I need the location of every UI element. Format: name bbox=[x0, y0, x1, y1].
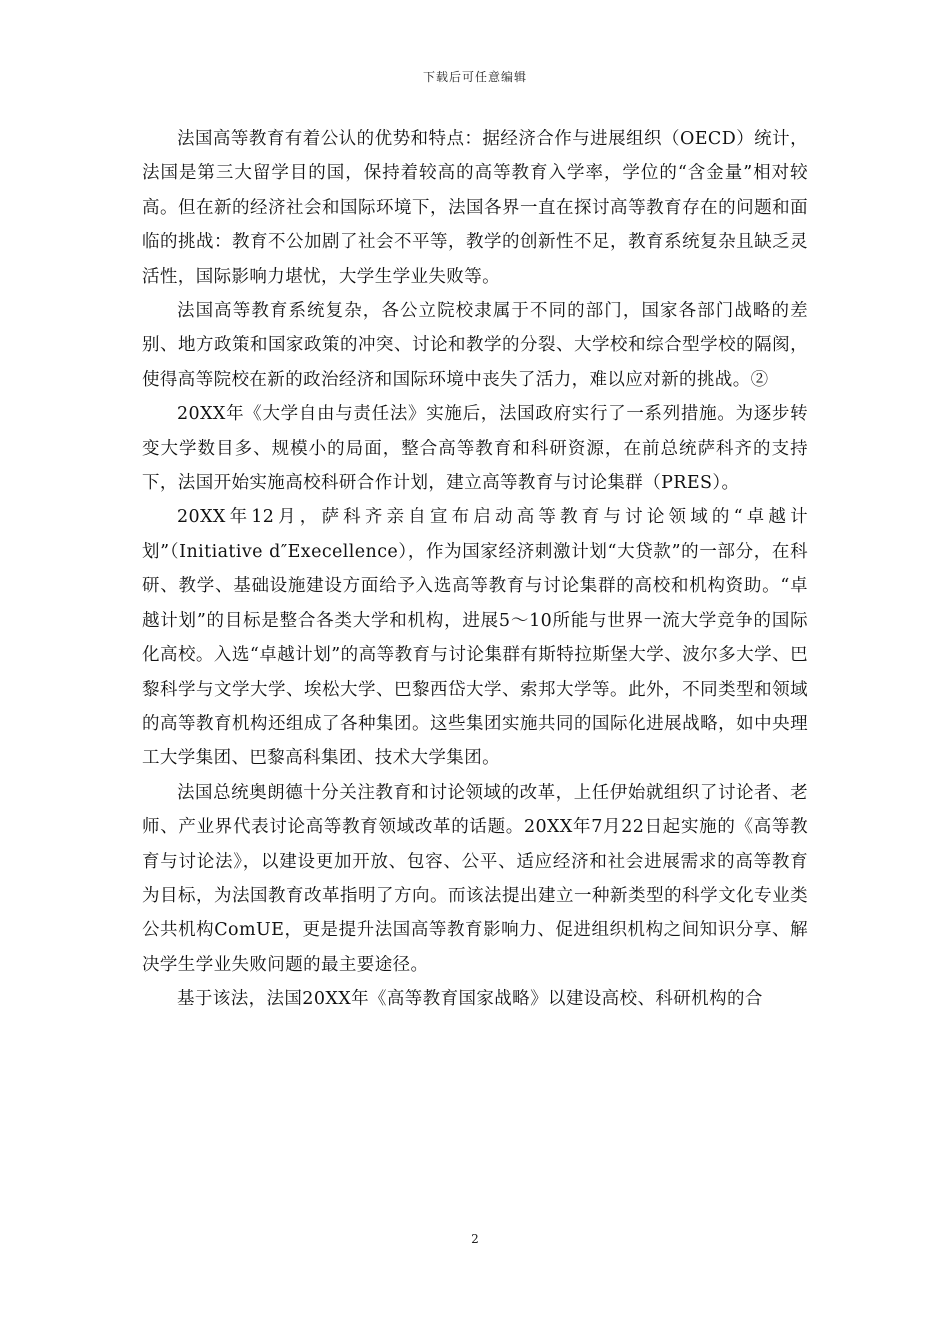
page-header: 下载后可任意编辑 bbox=[422, 70, 527, 84]
paragraph-5: 法国总统奥朗德十分关注教育和讨论领域的改革，上任伊始就组织了讨论者、老师、产业界代表讨论高等教育领域改革的话题。20XX年7月22日起实施的《高等教育与讨论法》，以建设更加开放、包容、公平、适应经济和社会进展需求的高等教育为目标，为法国教育改革指明了方向。而该法提出建立一种新类型的科学文化专业类公共机构ComUE，更是提升法国高等教育影响力、促进组织机构之间知识分享、解决学生学业失败问题的最主要途径。 bbox=[142, 782, 808, 975]
page-number: 2 bbox=[471, 1232, 479, 1246]
paragraph-4: 20XX年12月，萨科齐亲自宣布启动高等教育与讨论领域的“卓越计划”（Initiative d″Execellence），作为国家经济刺激计划“大贷款”的一部分，在科研、教学、基础设施建设方面给予入选高等教育与讨论集群的高校和机构资助。“卓越计划”的目标是整合各类大学和机构，进展5～10所能与世界一流大学竞争的国际化高校。入选“卓越计划”的高等教育与讨论集群有斯特拉斯堡大学、波尔多大学、巴黎科学与文学大学、埃松大学、巴黎西岱大学、索邦大学等。此外，不同类型和领域的高等教育机构还组成了各种集团。这些集团实施共同的国际化进展战略，如中央理工大学集团、巴黎高科集团、技术大学集团。 bbox=[142, 507, 808, 769]
body-text bbox=[142, 122, 808, 1017]
paragraph-2: 法国高等教育系统复杂，各公立院校隶属于不同的部门，国家各部门战略的差别、地方政策和国家政策的冲突、讨论和教学的分裂、大学校和综合型学校的隔阂，使得高等院校在新的政治经济和国际环境中丧失了活力，难以应对新的挑战。② bbox=[142, 301, 808, 390]
paragraph-1: 法国高等教育有着公认的优势和特点：据经济合作与进展组织（OECD）统计，法国是第三大留学目的国，保持着较高的高等教育入学率，学位的“含金量”相对较高。但在新的经济社会和国际环境下，法国各界一直在探讨高等教育存在的问题和面临的挑战：教育不公加剧了社会不平等，教学的创新性不足，教育系统复杂且缺乏灵活性，国际影响力堪忧，大学生学业失败等。 bbox=[142, 129, 808, 287]
paragraph-6: 基于该法，法国20XX年《高等教育国家战略》以建设高校、科研机构的合 bbox=[177, 989, 763, 1010]
paragraph-3: 20XX年《大学自由与责任法》实施后，法国政府实行了一系列措施。为逐步转变大学数目多、规模小的局面，整合高等教育和科研资源，在前总统萨科齐的支持下，法国开始实施高校科研合作计划，建立高等教育与讨论集群（PRES）。 bbox=[142, 404, 808, 494]
